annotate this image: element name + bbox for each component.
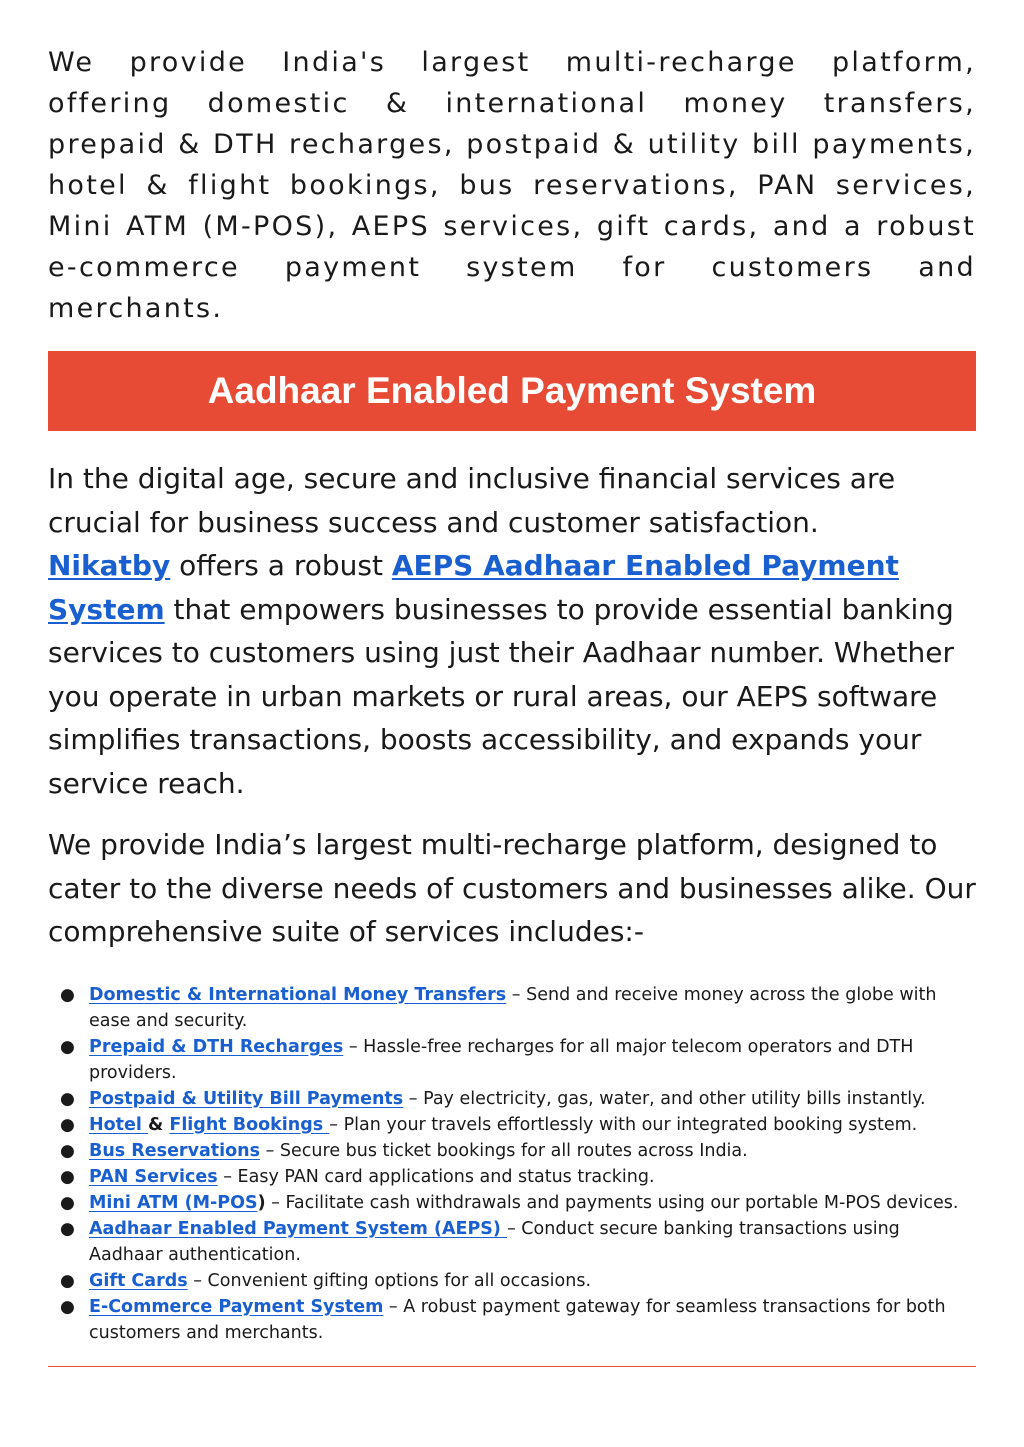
bullet-icon: ● [60,1192,75,1213]
nikatby-link[interactable]: Nikatby [48,549,171,582]
list-item [48,1034,976,1086]
bullet-icon: ● [60,1218,75,1239]
section-title: Aadhaar Enabled Payment System [207,370,817,411]
bullet-icon: ● [60,1140,75,1161]
list-item [48,1164,976,1190]
service-link-mini-atm[interactable]: Mini ATM (M-POS [89,1192,258,1213]
service-link-hotel[interactable]: Hotel [89,1114,148,1135]
service-link-flight-bookings[interactable]: Flight Bookings [169,1114,330,1135]
aeps-intro-tail: that empowers businesses to provide essential banking services to customers using just their Aadhaar number. Whether you operate in urban markets or rural areas, our AEPS software simplifies transactions, boosts accessibility, and expands your service reach. [48,592,954,800]
service-desc: – Pay electricity, gas, water, and other utility bills instantly. [403,1088,926,1109]
bullet-icon: ● [60,1296,75,1317]
list-item [48,1190,976,1216]
service-desc: – Send and receive money across the globe with ease and security. [89,984,937,1031]
document-page [48,42,976,1346]
service-desc: – Hassle-free recharges for all major telecom operators and DTH providers. [89,1036,914,1083]
service-link-prepaid-dth[interactable]: Prepaid & DTH Recharges [89,1036,344,1057]
service-desc: – Easy PAN card applications and status tracking. [217,1166,655,1187]
service-link-ecommerce-payment[interactable]: E-Commerce Payment System [89,1296,384,1317]
service-desc: – Conduct secure banking transactions using Aadhaar authentication. [89,1218,900,1265]
list-item [48,1138,976,1164]
service-desc: – Facilitate cash withdrawals and payments using our portable M-POS devices. [265,1192,959,1213]
service-separator: & [148,1114,170,1135]
list-item [48,1112,976,1138]
aeps-intro-lead: In the digital age, secure and inclusive financial services are crucial for business success and customer satisfaction. [48,462,896,539]
aeps-intro-mid: offers a robust [170,549,392,582]
service-link-aeps[interactable]: Aadhaar Enabled Payment System (AEPS) [89,1218,507,1239]
service-desc: – Convenient gifting options for all occasions. [187,1270,592,1291]
service-desc: – A robust payment gateway for seamless transactions for both customers and merchants. [89,1296,946,1343]
bullet-icon: ● [60,1036,75,1057]
service-separator: ) [257,1192,266,1213]
aeps-link[interactable]: AEPS Aadhaar Enabled Payment System [48,549,899,626]
list-item [48,1268,976,1294]
service-link-pan-services[interactable]: PAN Services [89,1166,218,1187]
bullet-icon: ● [60,1088,75,1109]
bullet-icon: ● [60,1270,75,1291]
footer-divider [48,1366,976,1367]
list-item [48,1086,976,1112]
services-intro-paragraph: We provide India’s largest multi-recharge platform, designed to cater to the diverse needs of customers and businesses alike. Our comprehensive suite of services includes:- [48,828,976,948]
service-link-bus-reservations[interactable]: Bus Reservations [89,1140,261,1161]
section-banner [48,351,976,431]
bullet-icon: ● [60,1114,75,1135]
service-link-gift-cards[interactable]: Gift Cards [89,1270,188,1291]
list-item [48,1294,976,1346]
bullet-icon: ● [60,1166,75,1187]
intro-paragraph: We provide India's largest multi-recharge platform, offering domestic & international money transfers, prepaid & DTH recharges, postpaid & utility bill payments, hotel & flight bookings, bus reservations, PAN services, Mini ATM (M-POS), AEPS services, gift cards, and a robust e-commerce payment system for customers and merchants. [48,47,976,324]
aeps-intro-paragraph [48,457,976,805]
list-item [48,1216,976,1268]
service-link-money-transfers[interactable]: Domestic & International Money Transfers [89,984,507,1005]
service-desc: – Plan your travels effortlessly with our integrated booking system. [329,1114,918,1135]
service-desc: – Secure bus ticket bookings for all routes across India. [260,1140,748,1161]
service-link-bill-payments[interactable]: Postpaid & Utility Bill Payments [89,1088,404,1109]
services-list [48,982,976,1346]
list-item [48,982,976,1034]
bullet-icon: ● [60,984,75,1005]
